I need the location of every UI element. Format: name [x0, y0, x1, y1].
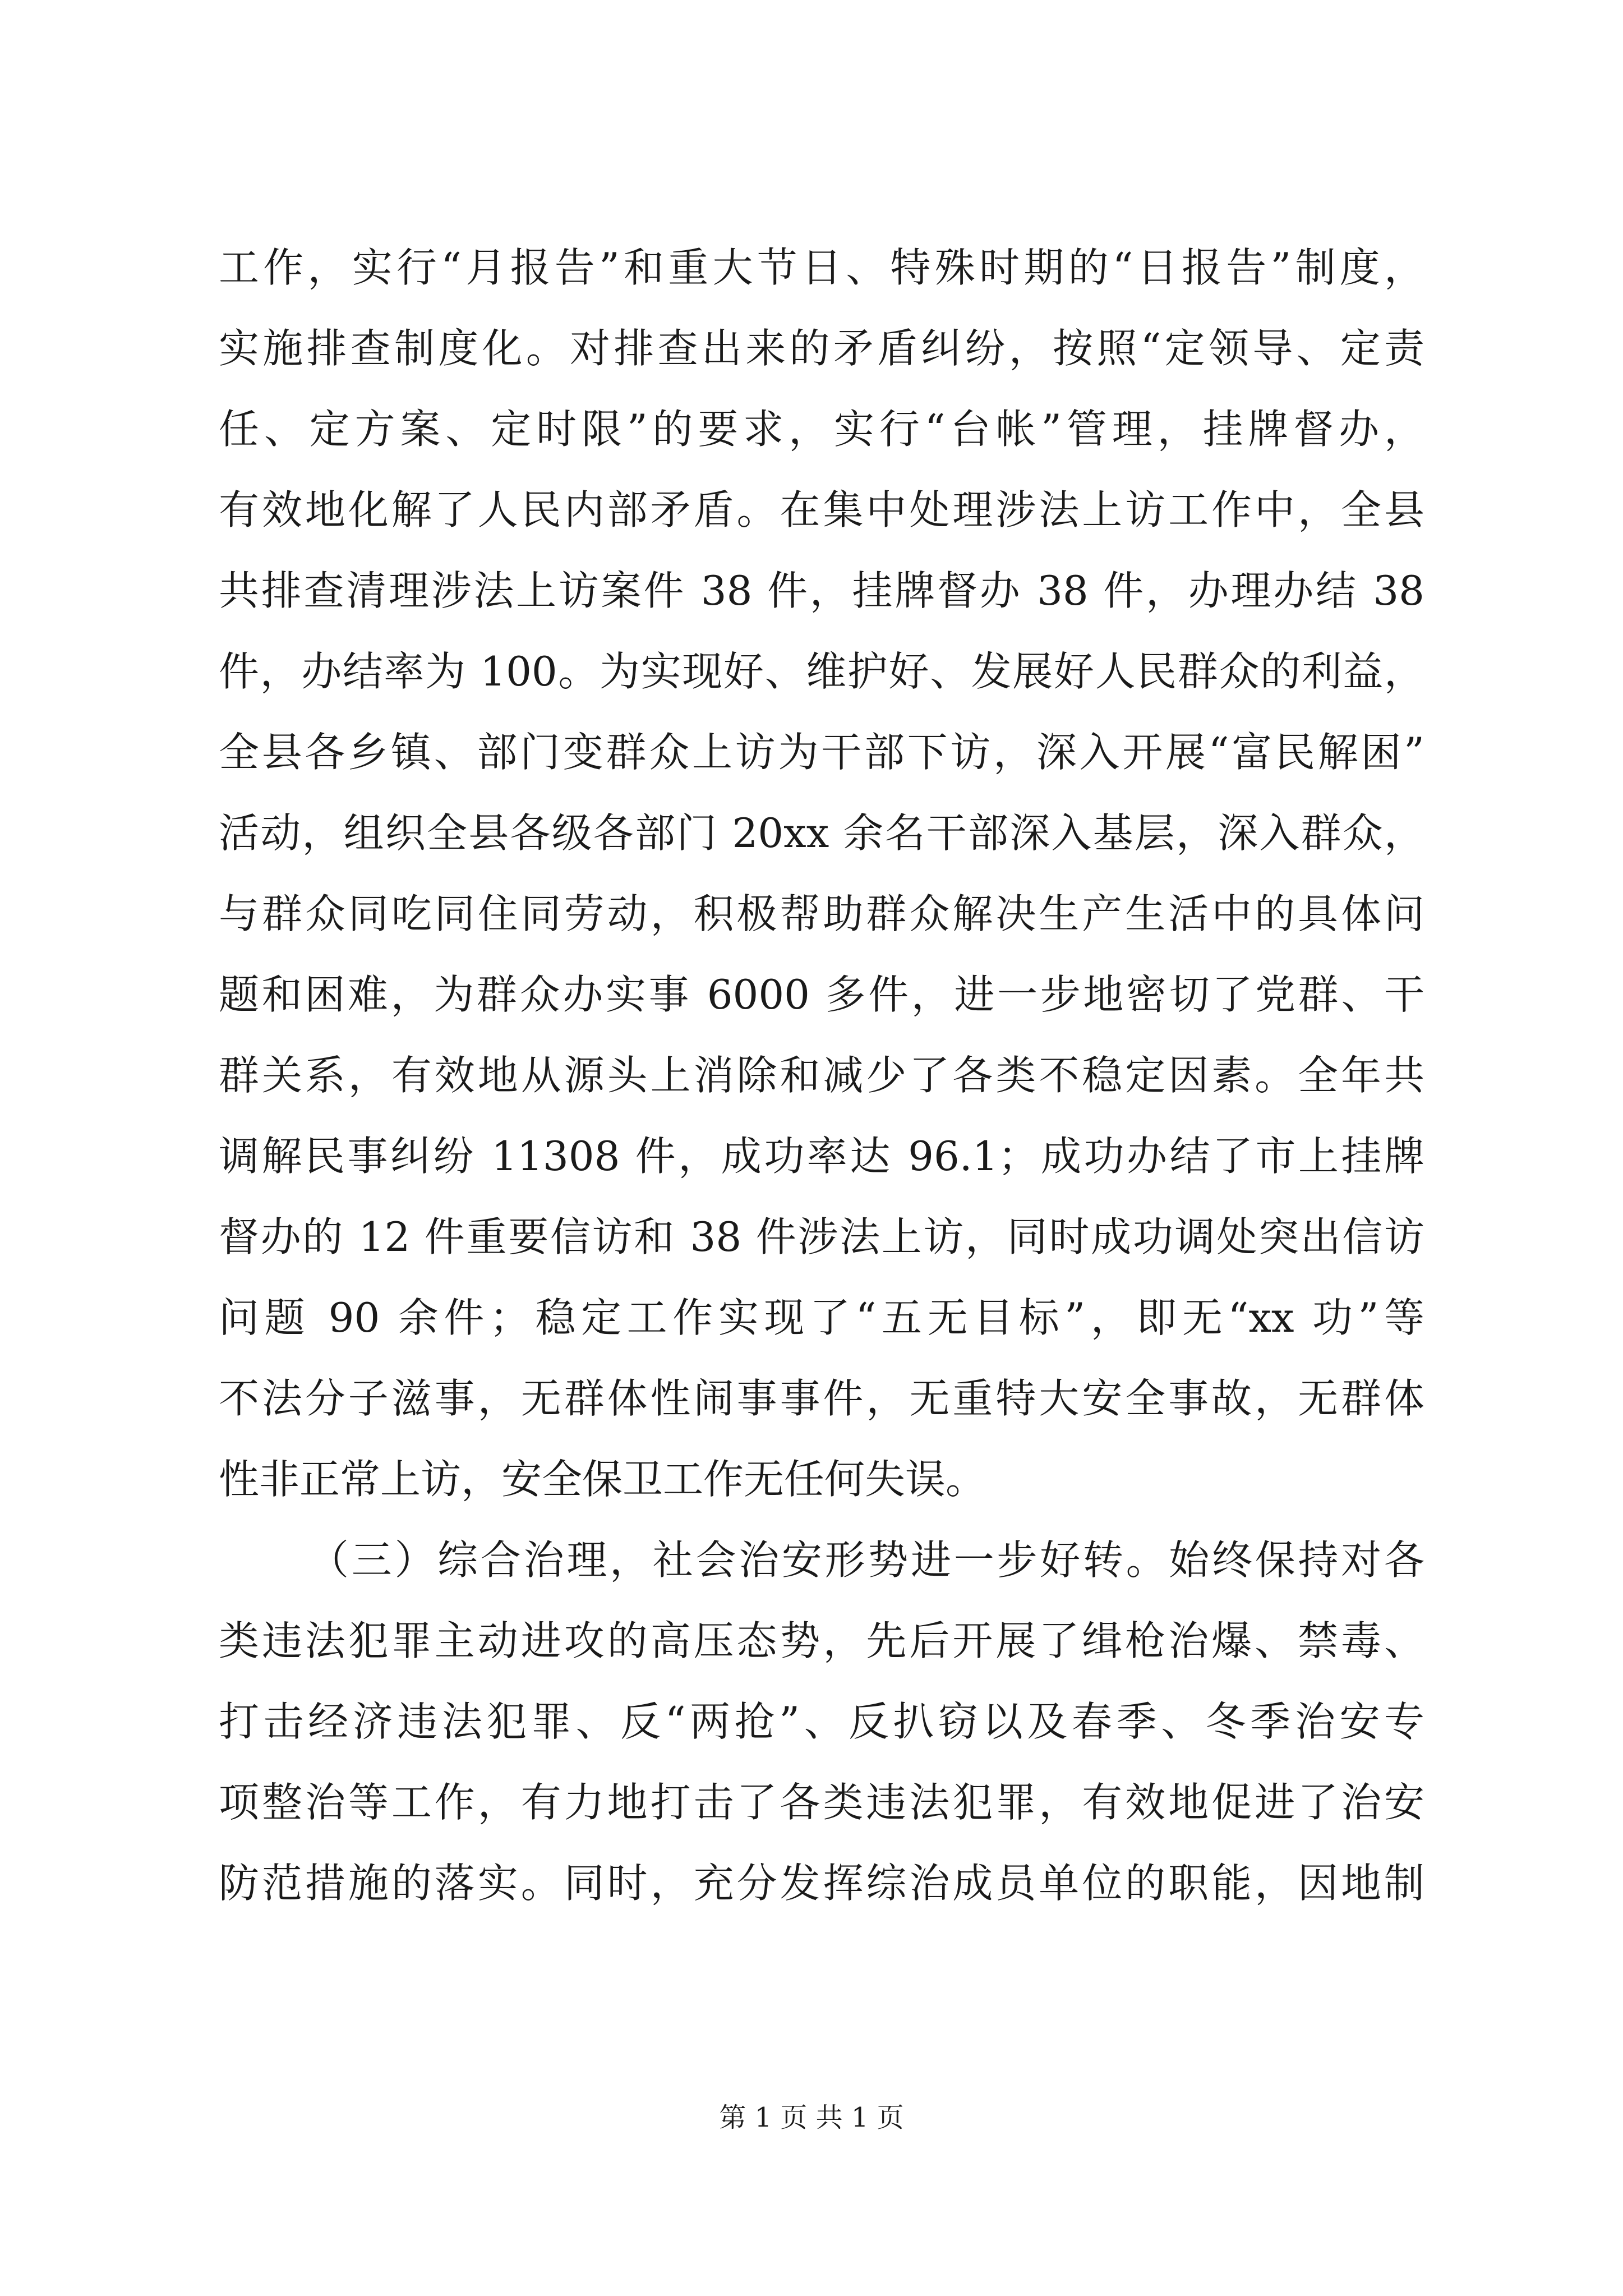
text-line: 不法分子滋事，无群体性闹事事件，无重特大安全事故，无群体	[219, 1375, 1424, 1422]
text-line: 项整治等工作，有力地打击了各类违法犯罪，有效地促进了治安	[219, 1779, 1424, 1826]
text-line: 有效地化解了人民内部矛盾。在集中处理涉法上访工作中，全县	[219, 486, 1424, 533]
text-line: 共排查清理涉法上访案件 38 件，挂牌督办 38 件，办理办结 38	[219, 567, 1424, 614]
text-line: 实施排查制度化。对排查出来的矛盾纠纷，按照“定领导、定责	[219, 325, 1424, 372]
document-body	[219, 227, 1424, 1924]
page-number-label: 第 1 页 共 1 页	[719, 2102, 904, 2133]
text-line: 调解民事纠纷 11308 件，成功率达 96.1；成功办结了市上挂牌	[219, 1133, 1424, 1180]
text-line: 防范措施的落实。同时，充分发挥综治成员单位的职能，因地制	[219, 1860, 1424, 1907]
text-line: 性非正常上访，安全保卫工作无任何失误。	[219, 1456, 986, 1503]
text-line: 打击经济违法犯罪、反“两抢”、反扒窃以及春季、冬季治安专	[219, 1698, 1424, 1745]
text-line: 活动，组织全县各级各部门 20xx 余名干部深入基层，深入群众，	[219, 809, 1424, 857]
text-line: 群关系，有效地从源头上消除和减少了各类不稳定因素。全年共	[219, 1052, 1424, 1099]
text-line: 工作，实行“月报告”和重大节日、特殊时期的“日报告”制度，	[219, 244, 1424, 291]
text-line: 督办的 12 件重要信访和 38 件涉法上访，同时成功调处突出信访	[219, 1213, 1424, 1260]
paragraph-heading-line: （三）综合治理，社会治安形势进一步好转。始终保持对各	[308, 1536, 1424, 1584]
text-line: 题和困难，为群众办实事 6000 多件，进一步地密切了党群、干	[219, 971, 1424, 1018]
text-line: 与群众同吃同住同劳动，积极帮助群众解决生产生活中的具体问	[219, 890, 1424, 937]
text-line: 问题 90 余件；稳定工作实现了“五无目标”，即无“xx 功”等	[219, 1294, 1424, 1341]
text-line: 件，办结率为 100。为实现好、维护好、发展好人民群众的利益，	[219, 648, 1424, 695]
page-footer	[0, 2101, 1623, 2134]
text-line: 全县各乡镇、部门变群众上访为干部下访，深入开展“富民解困”	[219, 729, 1424, 776]
text-line: 类违法犯罪主动进攻的高压态势，先后开展了缉枪治爆、禁毒、	[219, 1617, 1424, 1664]
text-line: 任、定方案、定时限”的要求，实行“台帐”管理，挂牌督办，	[219, 406, 1424, 453]
